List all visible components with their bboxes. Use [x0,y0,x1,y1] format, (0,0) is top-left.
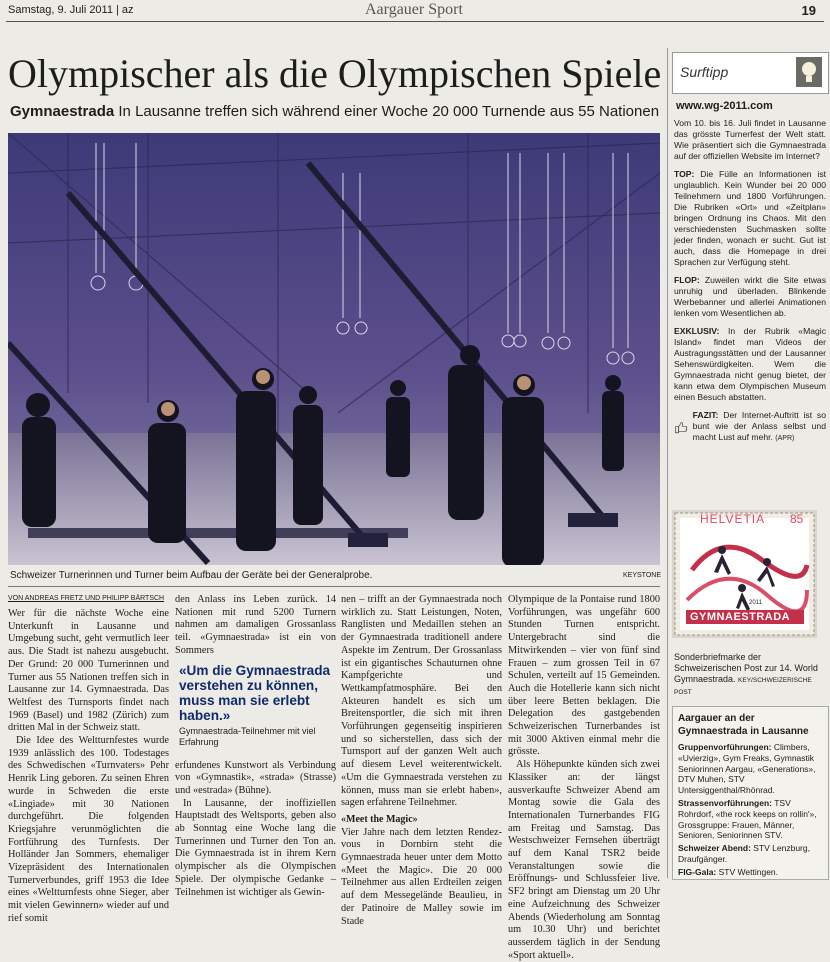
stamp-country: HELVETIA [700,512,766,526]
website-url: www.wg-2011.com [676,100,773,112]
subheading: «Meet the Magic» [341,813,418,825]
photo-caption: Schweizer Turnerinnen und Turner beim Aufbau der Geräte bei der Generalprobe. [10,570,373,581]
info-item [678,867,824,878]
fazit-tag: (APR) [775,435,795,442]
paragraph: Wer für die nächste Woche eine Unterkunft in Lausanne und Umgebung sucht, geht vermutlich leer aus. Die Stadt ist nahezu ausgebucht. Der Grund: 20 000 Turnerinnen und Turner aus 55 Nationen treffen sich in Lausanne zur 14. Gymnaestrada. Das Weltfest des Turnsports findet nach 1969 (Basel) und 1982 (Zürich) zum dritten Mal in der Schweiz statt. [8,608,169,734]
photo-credit: KEYSTONE [623,572,661,579]
surftipp-top [674,169,826,268]
info-item-text: STV Wettingen. [718,866,779,877]
info-item-label: Strassenvorführungen: [678,797,772,808]
surftipp-fazit [693,410,826,444]
info-item-label: Gruppenvorführungen: [678,742,772,752]
top-text: Die Fülle an Informationen ist unglaublich. Kein Wunder bei 20 000 Teilnehmern und 1800 Vorführungen. Die Rubriken «Ort» und «Zeitplan» bringen Ordnung ins Chaos. Mit den verschiedensten Suchmasken sollte jeder finden, wonach er sucht. Gut ist auch, dass die Homepage in drei Sprachen zur Verfügung steht. [674,169,827,267]
pull-quote-attribution: Gymnaestrada-Teilnehmer mit viel Erfahrung [179,725,316,747]
byline: VON ANDREAS FRETZ UND PHILIPP BÄRTSCH [8,595,165,602]
paragraph: den Anlass ins Leben zurück. 14 Nationen mit rund 5200 Turnern nahmen am damaligen Grossanlass teil. «Gymnaestrada» ist ein von Sommers [175,594,336,656]
surftipp-flop [674,275,826,319]
exklusiv-label: EXKLUSIV: [674,326,720,336]
info-item-text: Climbers, «Uvierzig», Gym Freaks, Gymnastik Seniorinnen Aargau, «Generations», DTV Muhen, STV Untersiggenthal/Rhönrad. [678,742,816,796]
kicker [10,103,659,120]
paragraph: nen – trifft an der Gymnaestrada noch wirklich zu. Statt Leistungen, Noten, Ranglisten und Medaillen stehen an der Gymnaestrada traditionell andere Aspekte im Zentrum. Der Grossanlass ist ein gigantisches Schauturnen ohne Kampfgerichte und Wettkampfatmosphäre. Bei den Akteuren handelt es sich um Breitensportler, die sich mit ihren Vorführungen gegenseitig inspirieren und so sicherstellen, dass sich der Turnsport auf der ganzen Welt auch auf diesem Level weiterentwickelt. «Um die Gymnaestrada verstehen zu können, muss man sie erlebt haben», sagen erfahrene Teilnehmer. [341,594,502,809]
header-date: Samstag, 9. Juli 2011 | az [8,4,134,16]
info-item-label: FIG-Gala: [678,866,717,877]
paragraph: Als Höhepunkte künden sich zwei Klassiker an: der längst ausverkaufte Schweizer Abend am Montag sowie die Gala des Internationalen Turnerbandes FIG am Freitag und Samstag. Das Westschweizer Fernsehen überträgt auf dem Kanal TSR2 beide Veranstaltungen sowie die Eröffnungs- und Schlussfeier live. SF2 bringt am Dienstag um 20 Uhr eine Aufzeichnung des Schweizer Abends (Wiederholung am Sonntag um 10.30 Uhr) und berichtet ausserdem täglich in der Sendung «Sport aktuell». [508,759,660,961]
light-bulb-icon [796,57,822,87]
section-title: Aargauer Sport [365,1,463,18]
article-column-2 [175,594,336,899]
info-item-text: TSV Rohrdorf, «the rock keeps on rollin'», Grossgruppe: Frauen, Männer, Senioren, Seniorinnen STV. [678,797,817,841]
info-item [678,798,824,841]
headline: Olympischer als die Olympischen Spiele [8,51,662,96]
article-column-4 [508,594,660,962]
exklusiv-text: In der Rubrik «Magic Island» findet man Videos der Austragungsstätten und der Lausanner Sehenswürdigkeiten. Wem die Gymnaestrada nicht genug bietet, der kann etwa dem Olympischen Museum einen Besuch abstatten. [674,326,826,402]
pull-quote: «Um die Gymnaestrada verstehen zu können, muss man sie erlebt haben.» [179,662,331,723]
top-label: TOP: [674,169,695,179]
sidebar-divider [667,48,668,878]
fazit-block [674,410,826,444]
info-box-title: Aargauer an der Gymnaestrada in Lausanne [678,713,809,737]
paragraph: Olympique de la Pontaise rund 1800 Vorführungen, was ungefähr 600 Stunden Turnen entspricht. Untergebracht sind die Mitwirkenden – vier von fünf sind Frauen – zum grossen Teil in 67 Schulen, verteilt auf 15 Gemeinden. Auch die Hotellerie kann sich nicht über leere Betten beklagen. Die Delegation des gastgebenden Schweizerischen Turnerbandes ist mit 3000 Aktiven einmal mehr die grösste. [508,594,660,758]
gymnasts-photo-illustration [8,133,660,565]
caption-rule [8,586,660,587]
stamp-year: 2011 [749,600,762,606]
flop-text: Zuweilen wirkt die Site etwas unruhig und überladen. Blinkende Werbebanner und allerlei Animationen lenken vom Wesentlichen ab. [674,275,826,318]
stamp-caption-text: Sonderbriefmarke der Schweizerischen Post zur 14. World Gymnaestrada. [674,652,818,684]
info-item [678,742,824,796]
paragraph: In Lausanne, der inoffiziellen Hauptstadt des Weltsports, geben also ab Sonntag eine Woche lang die Turnerinnen und Turner den Ton an. Die Gymnaestrada ist in ihrem Kern olympischer als die Olympischen Spiele. Der olympische Gedanke – Teilnehmen ist wichtiger als Gewin- [175,797,336,898]
stamp-caption [674,652,826,698]
info-item [678,843,824,865]
fazit-text: Der Internet-Auftritt ist so bunt wie der Anlass selbst und macht Lust auf mehr. [692,410,826,442]
flop-label: FLOP: [674,275,700,285]
info-item-label: Schweizer Abend: [678,843,751,854]
paragraph: Vier Jahre nach dem letzten Rendez-vous in Dornbirn steht die Gymnaestrada heuer unter dem Motto «Meet the Magic». Die 20 000 Teilnehmer aus allen Erdteilen zeigen auf dem Messegelände Beaulieu, in der Patinoire de Malley sowie im Stade [341,826,502,927]
surftipp-intro: Vom 10. bis 16. Juli findet in Lausanne das grösste Turnerfest der Welt statt. Wie präsentiert sich die Gymnaestrada auf der offiziellen Website im Internet? [674,118,826,161]
article-photo [8,133,660,565]
article-column-3 [341,594,502,928]
surftipp-title: Surftipp [680,64,729,80]
paragraph: Die Idee des Weltturnfestes wurde 1939 anlässlich des 100. Todestages des Schwedischen «Turnvaters» Pehr Henrik Ling geboren. Zu seinen Ehren wurde in Schweden die erste «Lingiade» mit 30 Nationen durchgeführt. Die folgenden Kriegsjahre verunmöglichten die Fortführung des Turnfests. Der Holländer Jan Sommers, ehemaliger Vizepräsident des Internationalen Turnerverbundes, griff 1953 die Idee eines «Weltturnfests ohne Sieger, aber mit vielen Gewinnern» wieder auf und rief somit [8,735,169,924]
surftipp-exklusiv [674,326,826,403]
fazit-label: FAZIT: [692,410,719,420]
surftipp-body [674,118,826,444]
thumbs-up-icon [674,410,689,444]
kicker-topic: Gymnaestrada [10,103,115,120]
kicker-text: In Lausanne treffen sich während einer Woche 20 000 Turnende aus 55 Nationen [118,103,660,120]
header-rule [6,21,824,22]
paragraph: erfundenes Kunstwort als Verbindung von «Gymnastik», «strada» (Strasse) und «estrada» (Bühne). [175,759,336,796]
info-item-text: STV Lenzburg, Draufgänger. [678,843,810,864]
info-box-body [678,742,824,880]
stamp-value: 85 [790,512,804,526]
page-number: 19 [801,3,816,18]
stamp-name: GYMNAESTRADA [690,611,791,623]
stamp-caption-credit: KEY/SCHWEIZERISCHE POST [674,677,812,696]
